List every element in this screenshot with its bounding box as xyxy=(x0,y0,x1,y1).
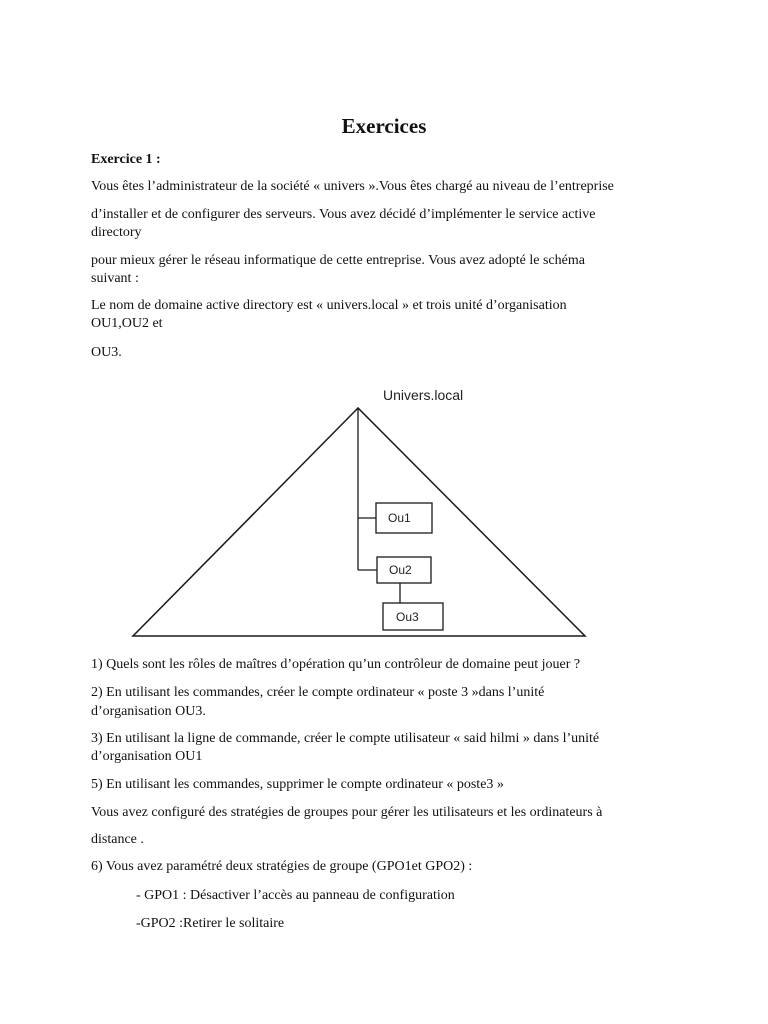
question-line: d’organisation OU1 xyxy=(91,749,203,764)
question-line: 1) Quels sont les rôles de maîtres d’opération qu’un contrôleur de domaine peut jouer ? xyxy=(91,657,581,672)
exercise-heading: Exercice 1 : xyxy=(91,152,161,167)
intro-line: suivant : xyxy=(91,271,139,286)
intro-line: Le nom de domaine active directory est « univers.local » et trois unité d’organisation xyxy=(91,298,567,313)
page-title: Exercices xyxy=(341,114,427,138)
intro-line: directory xyxy=(91,225,142,240)
question-line: 2) En utilisant les commandes, créer le compte ordinateur « poste 3 »dans l’unité xyxy=(91,685,545,700)
question-line: 6) Vous avez paramétré deux stratégies de groupe (GPO1et GPO2) : xyxy=(91,859,473,874)
ou3-label: Ou3 xyxy=(396,610,419,624)
question-line: 3) En utilisant la ligne de commande, créer le compte utilisateur « said hilmi » dans l’unité xyxy=(91,731,600,746)
question-line: d’organisation OU3. xyxy=(91,704,206,719)
question-line: 5) En utilisant les commandes, supprimer le compte ordinateur « poste3 » xyxy=(91,777,504,792)
domain-diagram-svg xyxy=(125,382,595,644)
question-line: distance . xyxy=(91,832,144,847)
domain-diagram xyxy=(125,382,595,644)
intro-line: Vous êtes l’administrateur de la société « univers ».Vous êtes chargé au niveau de l’entreprise xyxy=(91,179,614,194)
root-domain-label: Univers.local xyxy=(383,387,464,403)
domain-triangle xyxy=(133,408,585,636)
question-line: Vous avez configuré des stratégies de groupes pour gérer les utilisateurs et les ordinateurs à xyxy=(91,805,603,820)
intro-line: d’installer et de configurer des serveurs. Vous avez décidé d’implémenter le service active xyxy=(91,207,596,222)
gpo-item: - GPO1 : Désactiver l’accès au panneau de configuration xyxy=(136,888,455,903)
gpo-item: -GPO2 :Retirer le solitaire xyxy=(136,916,285,931)
intro-line: OU1,OU2 et xyxy=(91,316,163,331)
ou1-label: Ou1 xyxy=(388,511,411,525)
intro-line: OU3. xyxy=(91,345,122,360)
ou2-label: Ou2 xyxy=(389,563,412,577)
intro-line: pour mieux gérer le réseau informatique de cette entreprise. Vous avez adopté le schéma xyxy=(91,253,585,268)
